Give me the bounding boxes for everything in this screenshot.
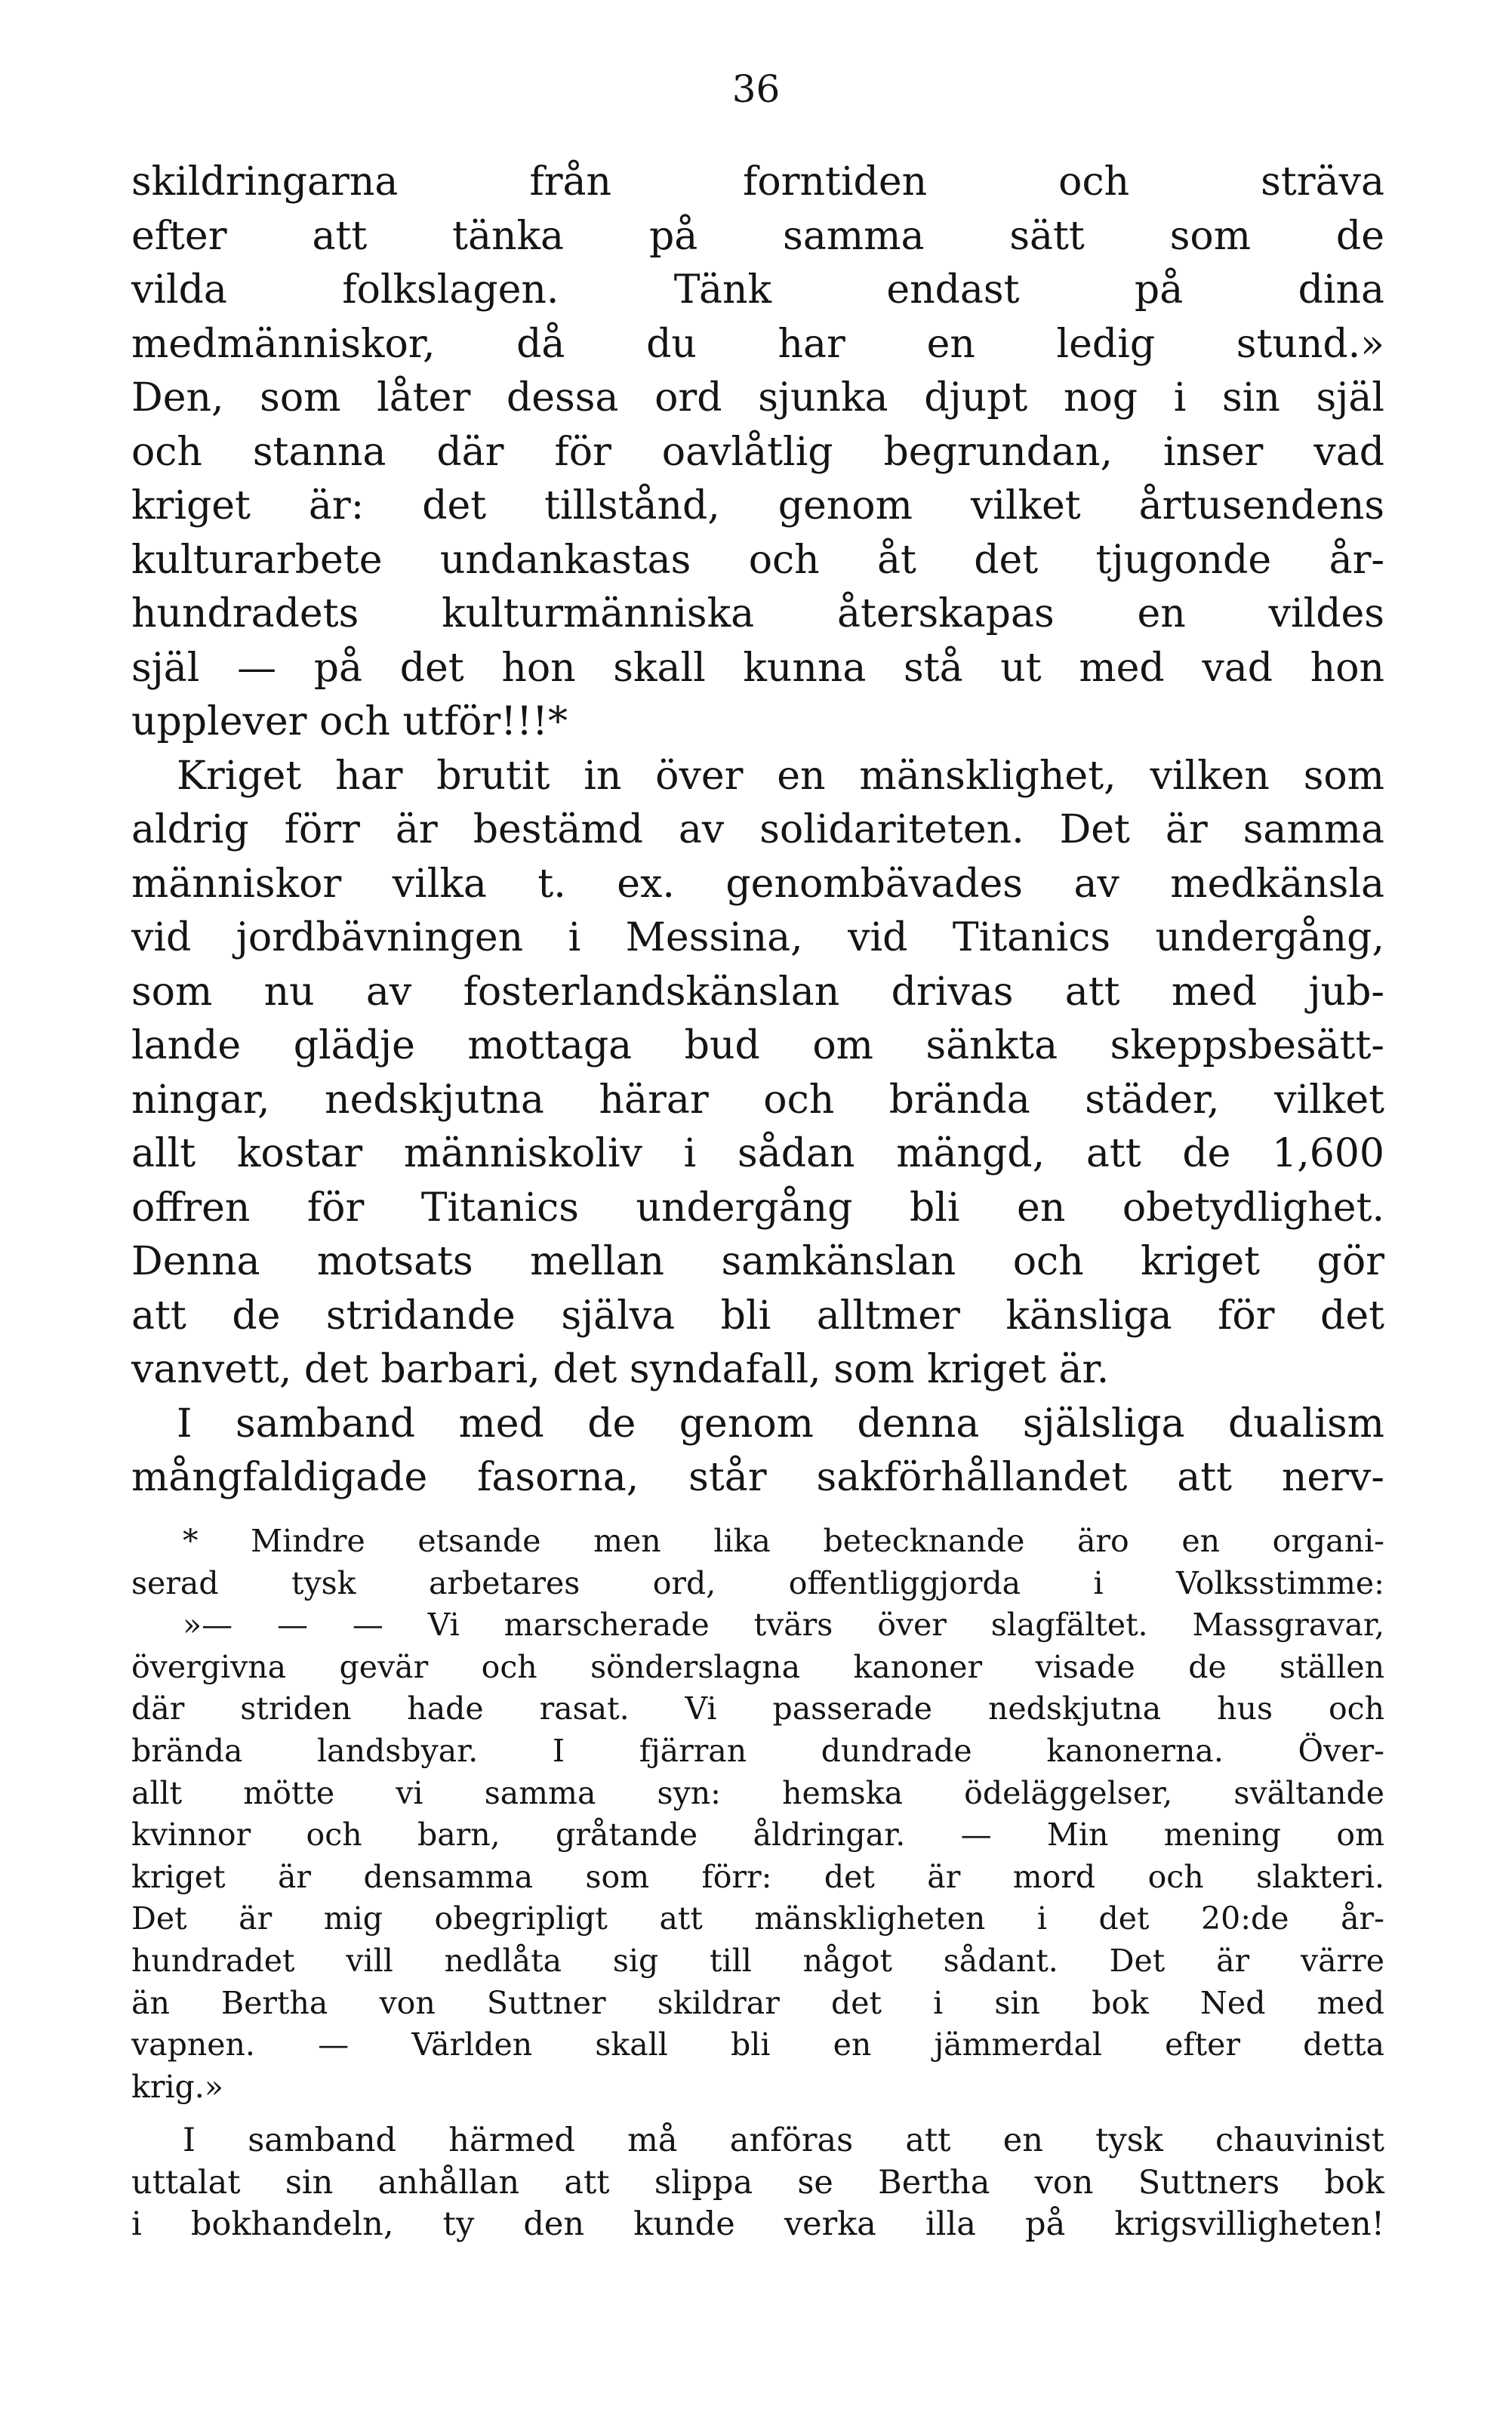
text-line: människor vilka t. ex. genombävades av medkänsla [131, 861, 1384, 907]
text-line: hundradets kulturmänniska återskapas en vildes [131, 591, 1384, 636]
footnote [131, 1521, 1384, 2108]
footnote-line: »— — — Vi marscherade tvärs över slagfältet. Massgravar, [183, 1607, 1384, 1644]
page-number: 36 [731, 67, 781, 111]
text-line: offren för Titanics undergång bli en obetydlighet. [131, 1185, 1384, 1231]
text-line: vid jordbävningen i Messina, vid Titanics undergång, [131, 915, 1384, 960]
closing-paragraph [131, 2120, 1384, 2246]
text-line: kriget är: det tillstånd, genom vilket årtusendens [131, 483, 1384, 528]
text-line: lande glädje mottaga bud om sänkta skeppsbesätt- [131, 1023, 1384, 1068]
footnote-line: Det är mig obegripligt att mänskligheten i det 20:de år- [131, 1900, 1384, 1937]
footnote-line: allt mötte vi samma syn: hemska ödeläggelser, svältande [131, 1774, 1384, 1811]
text-line: Denna motsats mellan samkänslan och kriget gör [131, 1239, 1384, 1284]
text-line: allt kostar människoliv i sådan mängd, att de 1,600 [131, 1131, 1384, 1176]
text-line: vanvett, det barbari, det syndafall, som kriget är. [131, 1347, 1110, 1392]
text-line: skildringarna från forntiden och sträva [131, 159, 1384, 205]
closing-line: i bokhandeln, ty den kunde verka illa på krigsvilligheten! [131, 2205, 1384, 2244]
footnote-line: krig.» [131, 2068, 223, 2105]
text-line: själ — på det hon skall kunna stå ut med vad hon [131, 645, 1384, 691]
footnote-line: där striden hade rasat. Vi passerade nedskjutna hus och [131, 1690, 1384, 1727]
text-line: efter att tänka på samma sätt som de [131, 213, 1384, 259]
text-line: kulturarbete undankastas och åt det tjugonde år- [131, 537, 1384, 583]
text-line: Den, som låter dessa ord sjunka djupt nog i sin själ [131, 375, 1384, 421]
main-text [131, 156, 1384, 1505]
text-line: Kriget har brutit in över en mänsklighet, vilken som [177, 753, 1384, 799]
text-line: I samband med de genom denna själsliga dualism [177, 1401, 1384, 1447]
footnote-line: kvinnor och barn, gråtande åldringar. — Min mening om [131, 1817, 1384, 1854]
text-line: medmänniskor, då du har en ledig stund.» [131, 321, 1384, 367]
text-line: som nu av fosterlandskänslan drivas att med jub- [131, 969, 1384, 1015]
footnote-line: brända landsbyar. I fjärran dundrade kanonerna. Över- [131, 1732, 1384, 1769]
footnote-line: serad tysk arbetares ord, offentliggjorda i Volksstimme: [131, 1564, 1384, 1601]
footnote-line: hundradet vill nedlåta sig till något sådant. Det är värre [131, 1942, 1384, 1979]
closing-line: uttalat sin anhållan att slippa se Bertha von Suttners bok [131, 2163, 1384, 2202]
footnote-line: kriget är densamma som förr: det är mord och slakteri. [131, 1858, 1384, 1895]
text-line: mångfaldigade fasorna, står sakförhållandet att nerv- [131, 1455, 1384, 1500]
text-line: och stanna där för oavlåtlig begrundan, inser vad [131, 429, 1384, 475]
text-line: vilda folkslagen. Tänk endast på dina [131, 267, 1384, 313]
text-line: upplever och utför!!!* [131, 699, 568, 744]
footnote-line: än Bertha von Suttner skildrar det i sin bok Ned med [131, 1984, 1384, 2021]
footnote-line: * Mindre etsande men lika betecknande äro en organi- [183, 1523, 1384, 1559]
text-line: ningar, nedskjutna härar och brända städer, vilket [131, 1077, 1384, 1123]
text-line: att de stridande själva bli alltmer känsliga för det [131, 1293, 1384, 1339]
text-line: aldrig förr är bestämd av solidariteten. Det är samma [131, 807, 1384, 852]
footnote-line: vapnen. — Världen skall bli en jämmerdal efter detta [131, 2026, 1384, 2063]
closing-line: I samband härmed må anföras att en tysk chauvinist [183, 2122, 1384, 2159]
footnote-line: övergivna gevär och sönderslagna kanoner visade de ställen [131, 1648, 1384, 1685]
